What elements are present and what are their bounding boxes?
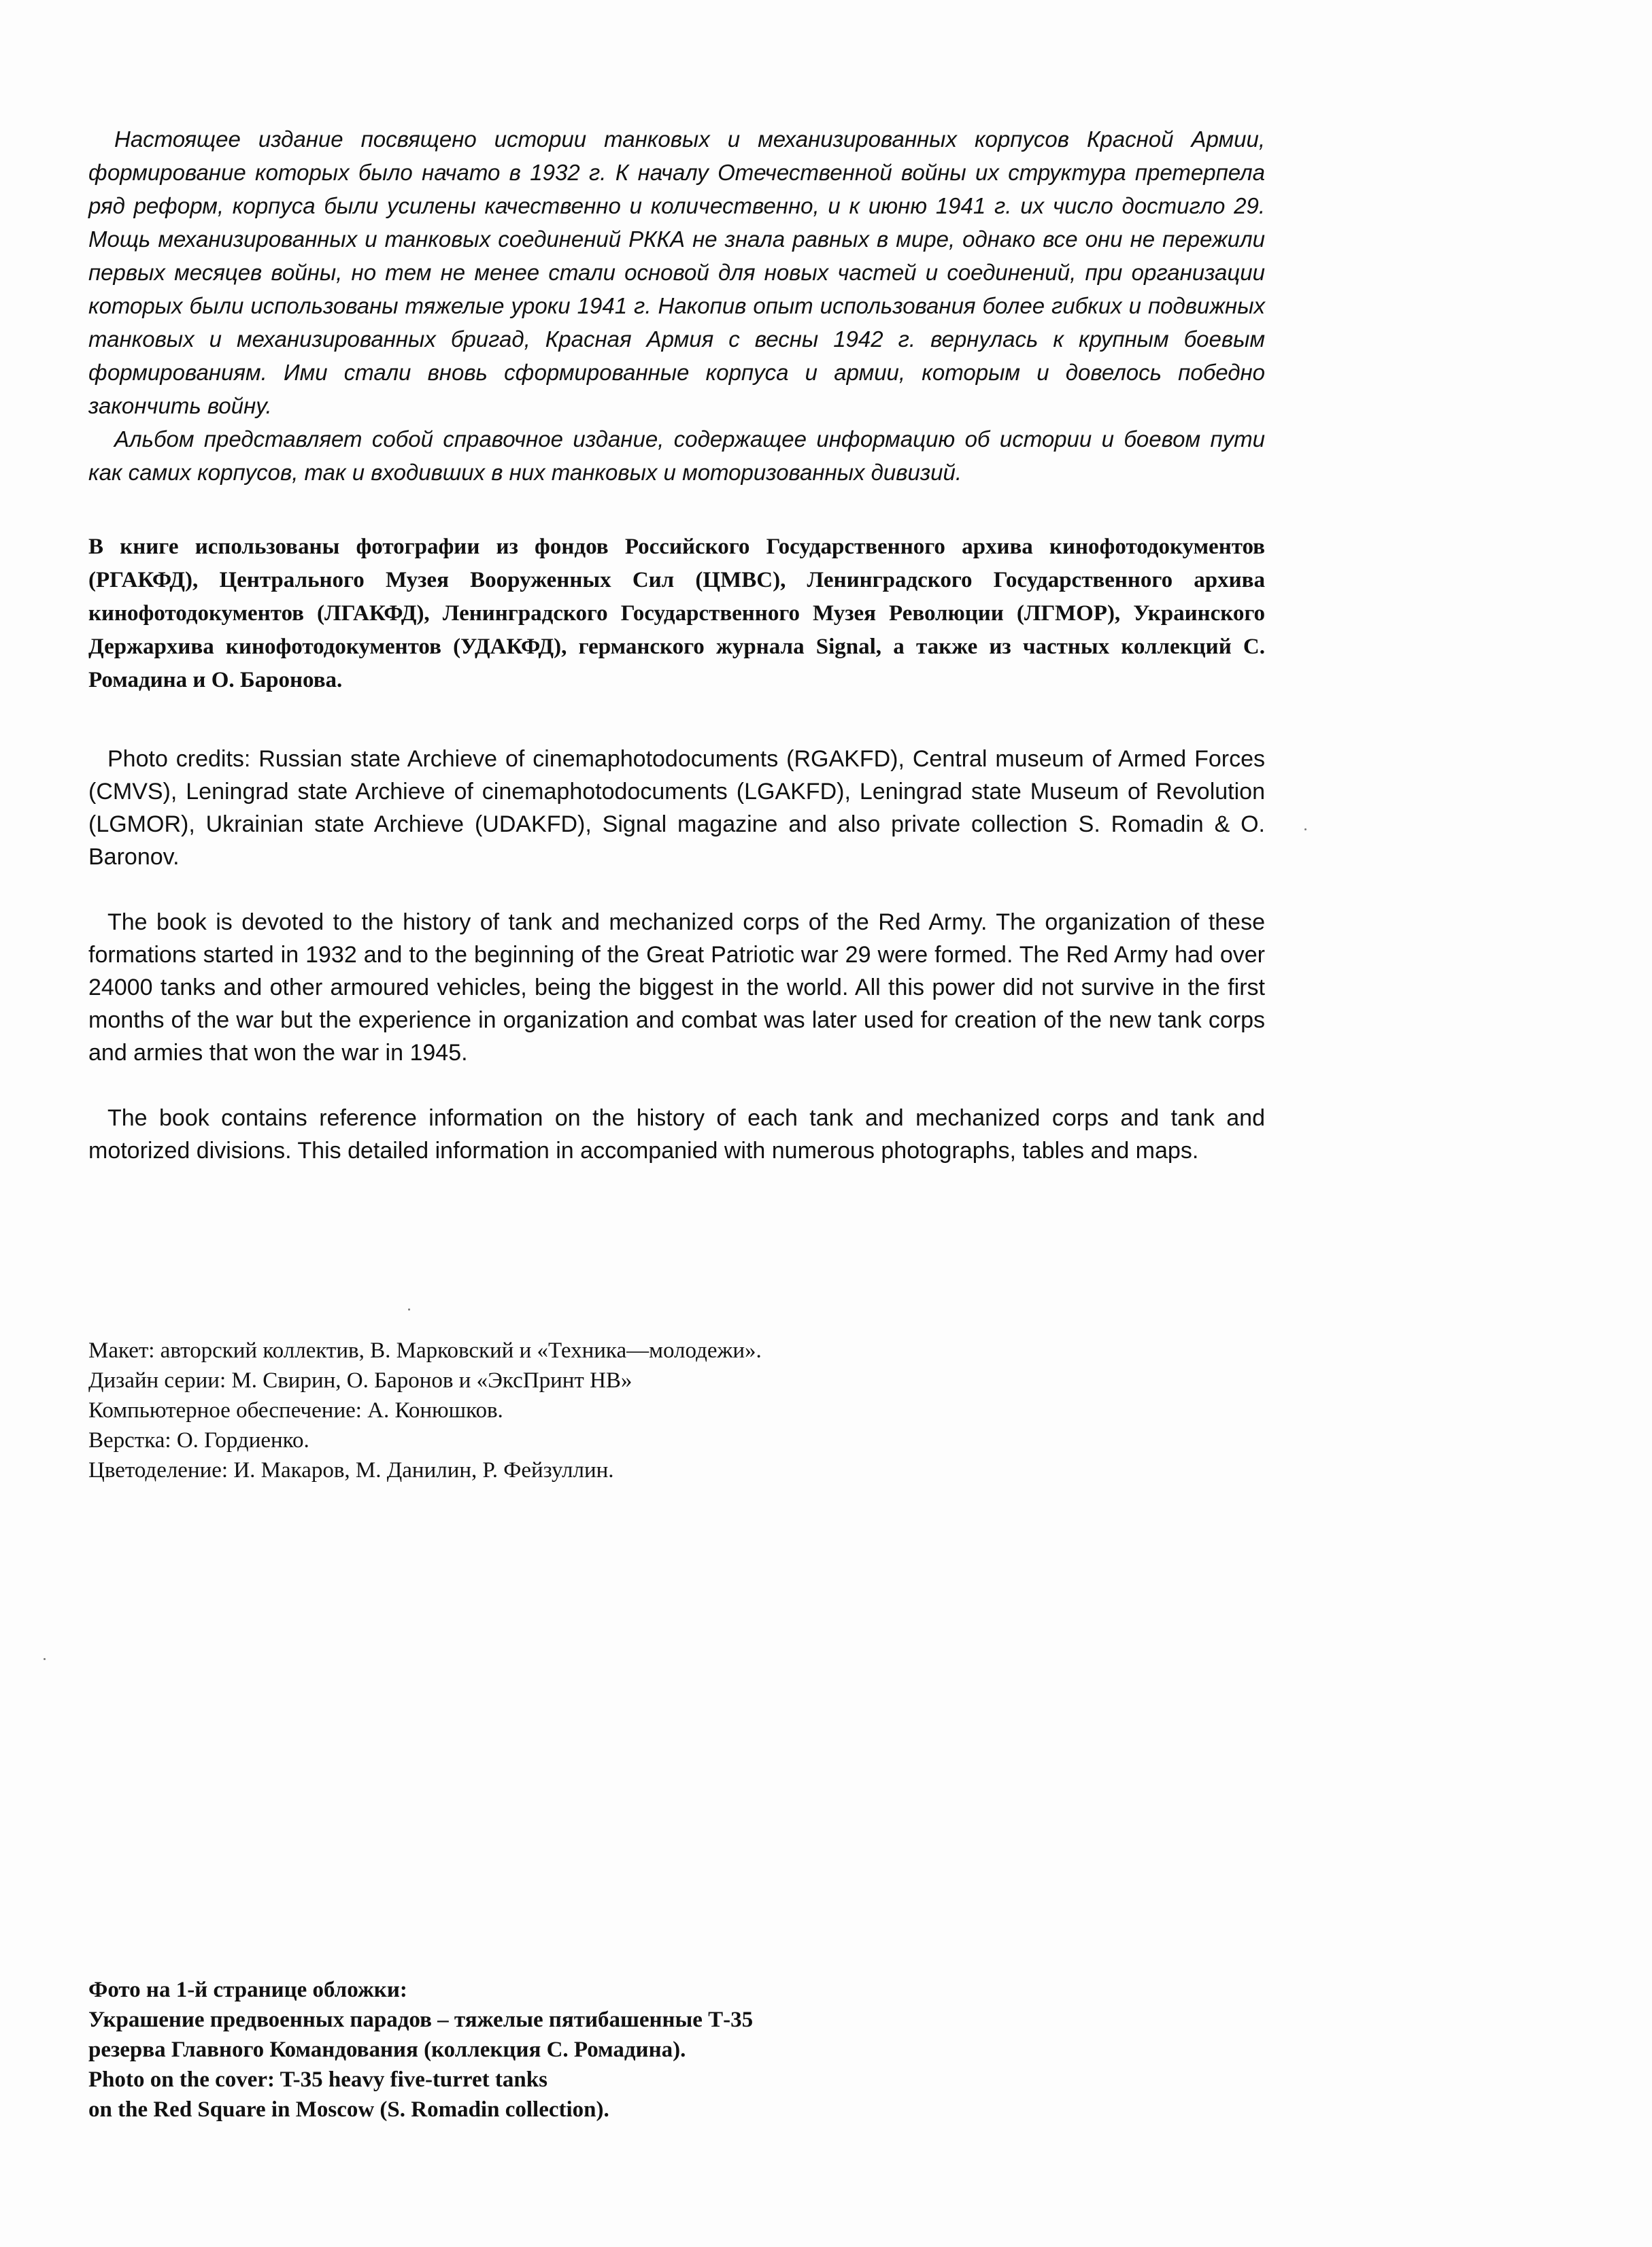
scan-speck bbox=[408, 1308, 410, 1311]
staff-line-layout: Макет: авторский коллектив, В. Марковский и «Техника—молодежи». bbox=[88, 1338, 762, 1363]
intro-paragraph-1: Настоящее издание посвящено истории танковых и механизированных корпусов Красной Армии, формирование которых было начато в 1932 г. К началу Отечественной войны их структура претерпела ряд реформ, корпуса были усилены качественно и количественно, и к июню 1941 г. их число достигло 29. Мощь механизированных и танковых соединений РККА не знала равных в мире, однако все они не пережили первых месяцев войны, но тем не менее стали основой для новых частей и соединений, при организации которых были использованы тяжелые уроки 1941 г. Накопив опыт использования более гибких и подвижных танковых и механизированных бригад, Красная Армия с весны 1942 г. вернулась к крупным боевым формированиям. Ими стали вновь сформированные корпуса и армии, которым и довелось победно закончить войну. bbox=[88, 126, 1265, 418]
cover-caption-line-4: Photo on the cover: T-35 heavy five-turret tanks bbox=[88, 2067, 547, 2092]
cover-caption-line-2: Украшение предвоенных парадов – тяжелые пятибашенные Т-35 bbox=[88, 2008, 754, 2032]
staff-line-color-separation: Цветоделение: И. Макаров, М. Данилин, Р. Фейзуллин. bbox=[88, 1458, 614, 1483]
staff-line-typesetting: Верстка: О. Гордиенко. bbox=[88, 1428, 309, 1453]
staff-line-series-design: Дизайн серии: М. Свирин, О. Баронов и «ЭксПринт НВ» bbox=[88, 1368, 633, 1393]
photo-credits-russian-text: В книге использованы фотографии из фондов Российского Государственного архива кинофотодокументов (РГАКФД), Центрального Музея Вооруженных Сил (ЦМВС), Ленинградского Государственного архива кинофотодокументов (ЛГАКФД), Ленинградского Государственного Музея Революции (ЛГМОР), Украинского Держархива кинофотодокументов (УДАКФД), германского журнала Signal, а также из частных коллекций С. Ромадина и О. Баронова. bbox=[88, 535, 1265, 692]
cover-photo-caption bbox=[88, 1975, 1265, 2125]
intro-paragraph-2: Альбом представляет собой справочное издание, содержащее информацию об истории и боевом пути как самих корпусов, так и входивших в них танковых и моторизованных дивизий. bbox=[88, 426, 1265, 485]
cover-caption-line-5: on the Red Square in Moscow (S. Romadin collection). bbox=[88, 2097, 609, 2122]
scan-speck bbox=[44, 1658, 46, 1660]
cover-caption-line-1: Фото на 1-й странице обложки: bbox=[88, 1978, 407, 2002]
staff-credits bbox=[88, 1336, 1265, 1485]
intro-section bbox=[88, 122, 1265, 489]
photo-credits-russian bbox=[88, 530, 1265, 697]
scan-speck bbox=[1304, 828, 1307, 830]
photo-credits-english: Photo credits: Russian state Archieve of cinemaphotodocuments (RGAKFD), Central museum of Armed Forces (CMVS), Leningrad state Archieve of cinemaphotodocuments (LGAKFD), Leningrad state Museum of Revolution (LGMOR), Ukrainian state Archieve (UDAKFD), Signal magazine and also private collection S. Romadin & O. Baronov. bbox=[88, 746, 1265, 870]
english-section bbox=[88, 743, 1265, 1200]
staff-line-computer-support: Компьютерное обеспечение: А. Конюшков. bbox=[88, 1398, 503, 1423]
english-paragraph-1: The book is devoted to the history of tank and mechanized corps of the Red Army. The organization of these formations started in 1932 and to the beginning of the Great Patriotic war 29 were formed. The Red Army had over 24000 tanks and other armoured vehicles, being the biggest in the world. All this power did not survive in the first months of the war but the experience in organization and combat was later used for creation of the new tank corps and armies that won the war in 1945. bbox=[88, 909, 1265, 1066]
cover-caption-line-3: резерва Главного Командования (коллекция С. Ромадина). bbox=[88, 2038, 686, 2062]
english-paragraph-2: The book contains reference information on the history of each tank and mechanized corps and tank and motorized divisions. This detailed information in accompanied with numerous photographs, tables and maps. bbox=[88, 1105, 1265, 1164]
